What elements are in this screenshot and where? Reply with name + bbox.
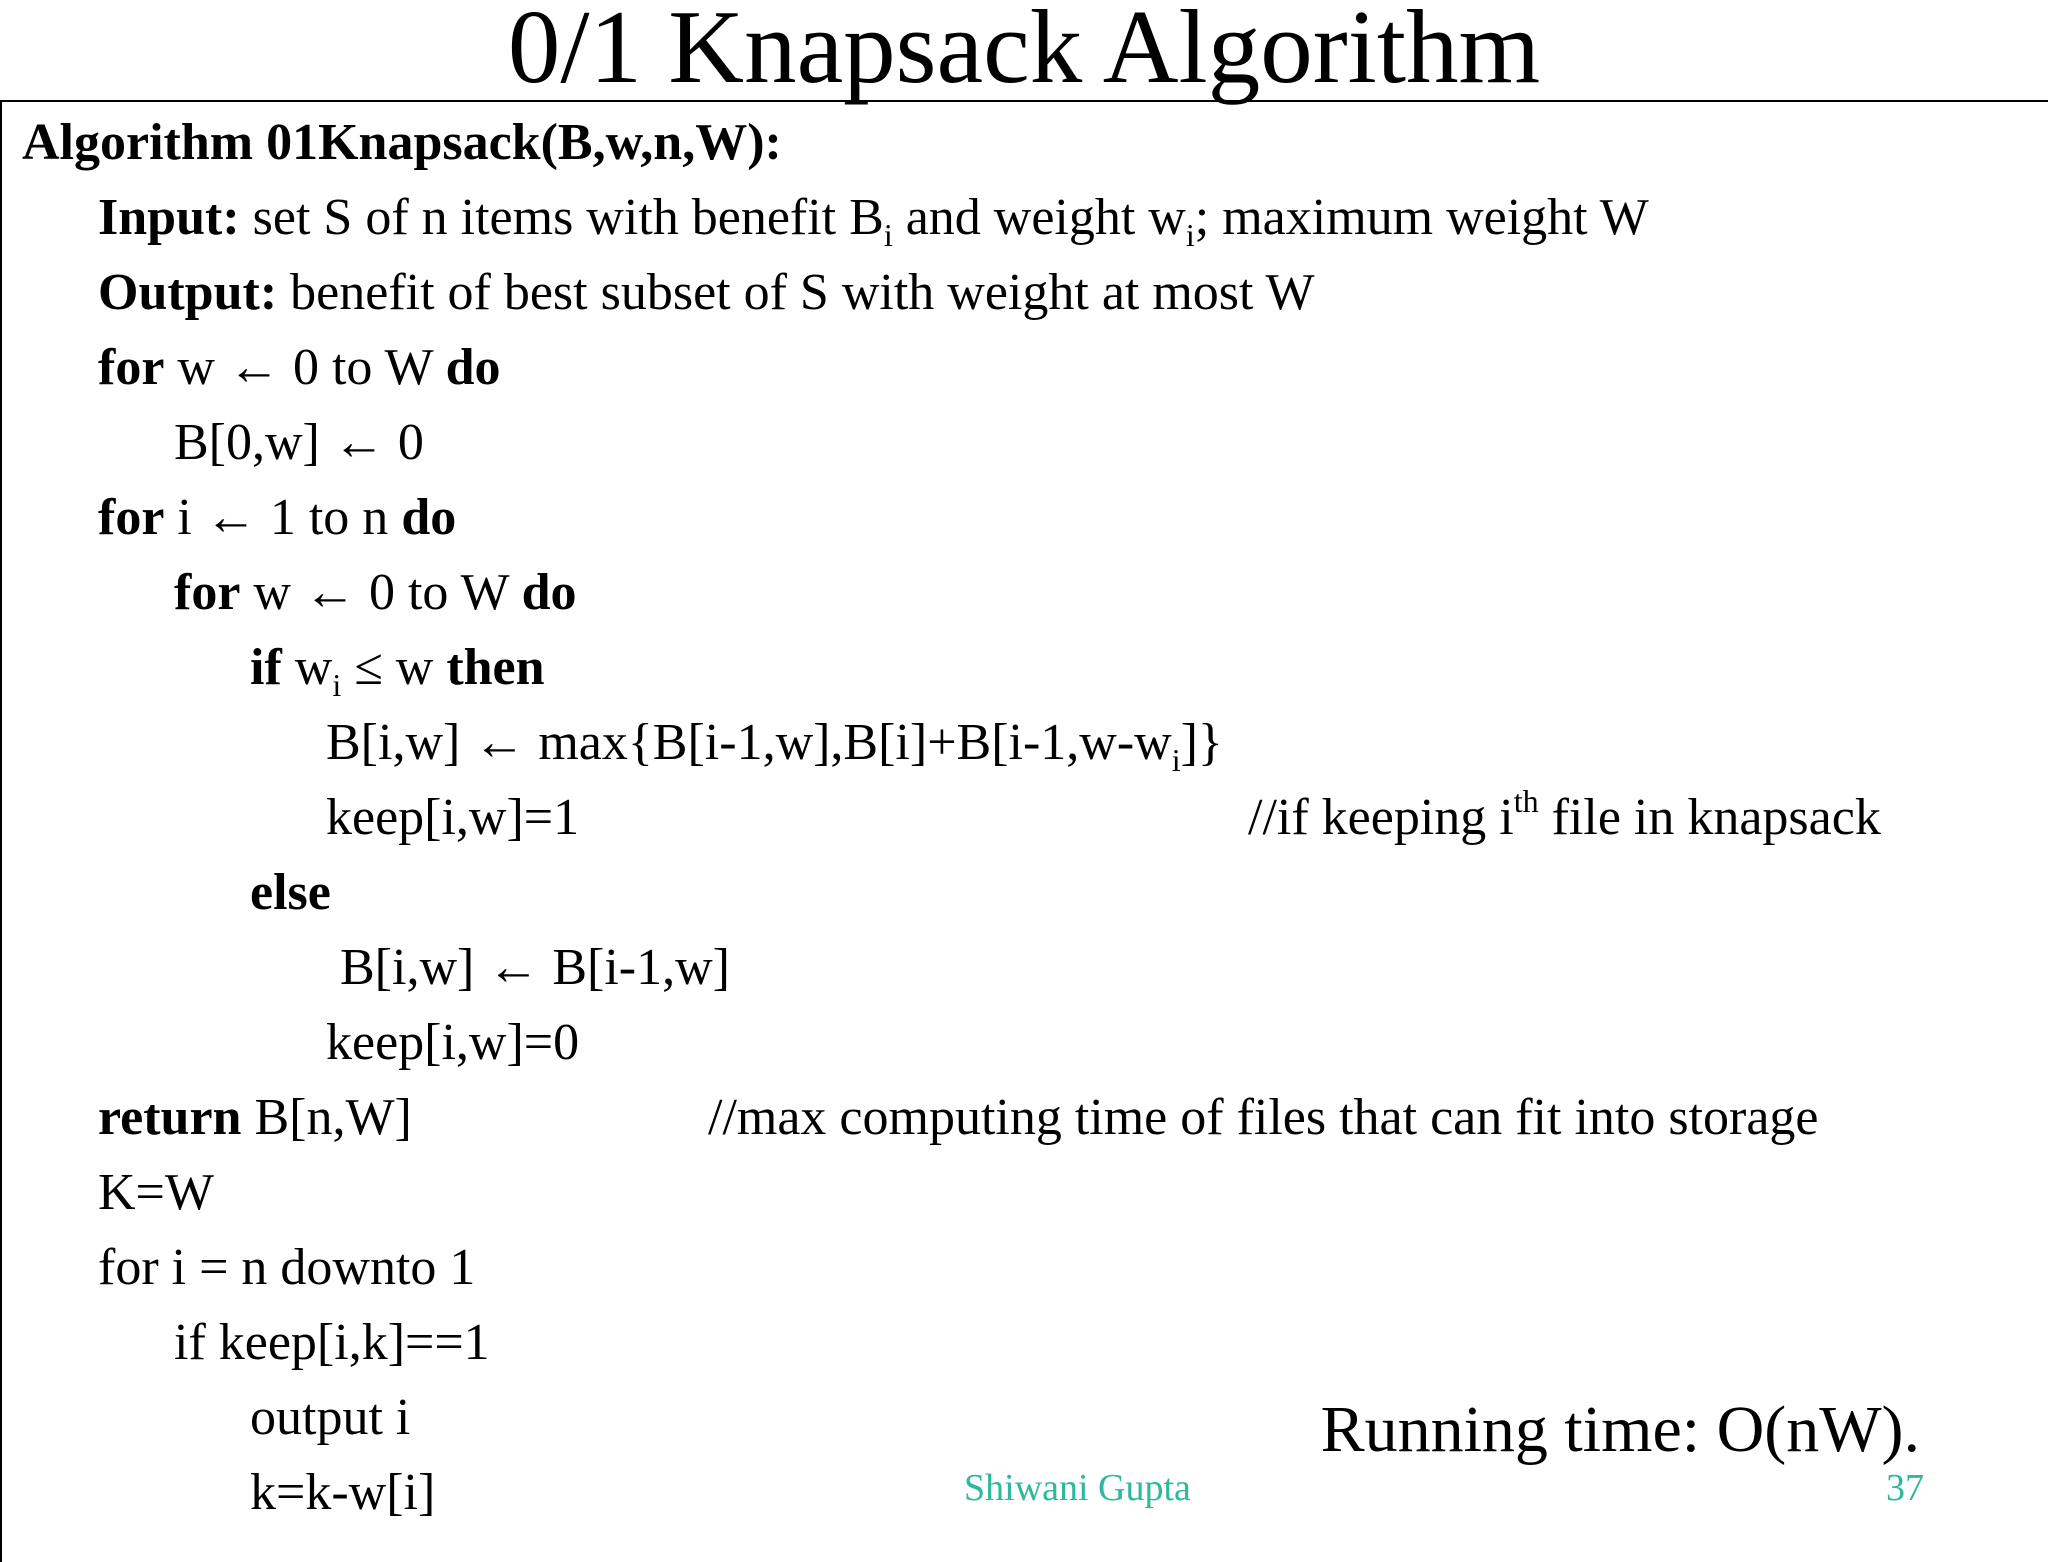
- keyword-then: then: [446, 639, 545, 696]
- output-line: [98, 263, 1315, 323]
- keyword-do: do: [521, 564, 577, 621]
- for-w-init-text: w ← 0 to W: [164, 339, 446, 396]
- keyword-if: if: [250, 639, 282, 696]
- assign-max-subscript: i: [1171, 742, 1181, 778]
- k-update-line: k=k-w[i]: [250, 1464, 436, 1521]
- author-footer: Shiwani Gupta: [964, 1467, 1191, 1509]
- init-line: B[0,w] ← 0: [174, 414, 424, 471]
- for-i-line: [98, 488, 456, 548]
- input-subscript-w: i: [1185, 217, 1195, 253]
- assign-max-post: ]}: [1180, 714, 1223, 771]
- keyword-return: return: [98, 1089, 242, 1146]
- input-text-mid: and weight w: [892, 189, 1186, 246]
- keep-zero-line: keep[i,w]=0: [326, 1014, 580, 1071]
- keyword-do: do: [401, 489, 457, 546]
- page-number: 37: [1886, 1467, 1924, 1509]
- else-assign-line: B[i,w] ← B[i-1,w]: [340, 939, 730, 996]
- keyword-for: for: [98, 489, 165, 546]
- keyword-else: else: [250, 864, 331, 921]
- assign-max-line: [326, 713, 1223, 778]
- if-line: [250, 638, 545, 703]
- comment-keep-post: file in knapsack: [1538, 789, 1881, 846]
- keyword-for: for: [174, 564, 241, 621]
- input-text-pre: set S of n items with benefit B: [252, 189, 884, 246]
- for-w-init-line: [98, 338, 501, 398]
- comment-keep-pre: //if keeping i: [1248, 789, 1514, 846]
- keyword-do: do: [445, 339, 501, 396]
- for-w-inner-line: [174, 563, 577, 623]
- for-downto-line: for i = n downto 1: [98, 1239, 476, 1296]
- keep-one-line: keep[i,w]=1: [326, 789, 580, 846]
- k-assign-line: K=W: [98, 1164, 214, 1221]
- algorithm-header: Algorithm 01Knapsack(B,w,n,W):: [22, 114, 782, 171]
- if-text-post: ≤ w: [341, 639, 447, 696]
- output-text: benefit of best subset of S with weight at most W: [290, 264, 1315, 321]
- for-i-text: i ← 1 to n: [164, 489, 402, 546]
- output-i-line: output i: [250, 1389, 411, 1446]
- comment-keep-superscript: th: [1513, 783, 1539, 819]
- if-keep-line: if keep[i,k]==1: [174, 1314, 490, 1371]
- output-label: Output:: [98, 264, 278, 321]
- if-subscript: i: [332, 667, 342, 703]
- comment-return: //max computing time of files that can fit into storage: [708, 1089, 1819, 1146]
- return-text: B[n,W]: [241, 1089, 412, 1146]
- if-text-pre: w: [281, 639, 333, 696]
- input-label: Input:: [98, 189, 240, 246]
- return-line: [98, 1088, 412, 1148]
- input-subscript-b: i: [883, 217, 893, 253]
- for-w-inner-text: w ← 0 to W: [240, 564, 522, 621]
- keyword-for: for: [98, 339, 165, 396]
- input-text-post: ; maximum weight W: [1194, 189, 1649, 246]
- assign-max-pre: B[i,w] ← max{B[i-1,w],B[i]+B[i-1,w-w: [326, 714, 1172, 771]
- comment-keep: [1248, 783, 1881, 848]
- input-line: [98, 188, 1649, 253]
- running-time: Running time: O(nW).: [1320, 1393, 1920, 1466]
- slide-title: 0/1 Knapsack Algorithm: [507, 0, 1541, 105]
